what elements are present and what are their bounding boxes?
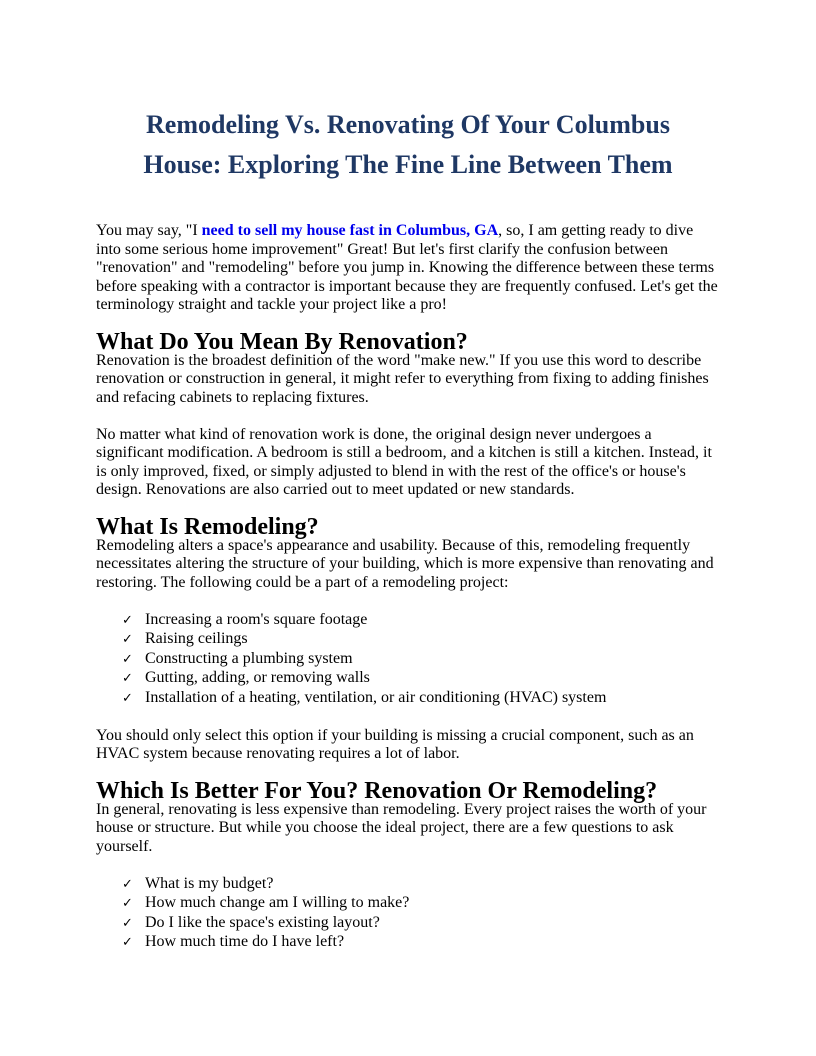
- remodeling-checklist: [96, 611, 720, 709]
- checkmark-icon: ✓: [122, 896, 133, 911]
- checkmark-icon: ✓: [122, 671, 133, 686]
- section-comparison: [96, 778, 720, 953]
- intro-suffix: , so, I am getting ready to dive into some serious home improvement" Great! But let's first clarify the confusion between "renovation" and "remodeling" before you jump in. Knowing the difference between these terms before speaking with a contractor is important because they are frequently confused. Let's get the terminology straight and tackle your project like a pro!: [96, 222, 718, 313]
- checkmark-icon: ✓: [122, 632, 133, 647]
- list-item: [122, 611, 720, 631]
- page-title: [96, 105, 720, 185]
- page-title-line-2: House: Exploring The Fine Line Between Them: [143, 150, 673, 179]
- remodeling-paragraph-2: You should only select this option if your building is missing a crucial component, such as an HVAC system because renovating requires a lot of labor.: [96, 726, 694, 762]
- list-item-text: Do I like the space's existing layout?: [145, 913, 380, 931]
- section-renovation: [96, 329, 720, 500]
- list-item-text: Constructing a plumbing system: [145, 649, 353, 667]
- list-item: [122, 933, 720, 953]
- checkmark-icon: ✓: [122, 690, 133, 706]
- intro-paragraph: [96, 222, 720, 315]
- list-item: [122, 914, 720, 934]
- list-item-text: How much change am I willing to make?: [145, 894, 410, 911]
- list-item: [122, 669, 720, 689]
- remodeling-paragraph-1: Remodeling alters a space's appearance and usability. Because of this, remodeling frequently necessitates altering the structure of your building, which is more expensive than renovating and restoring. The following could be a part of a remodeling project:: [96, 536, 714, 591]
- sell-house-fast-link[interactable]: need to sell my house fast in Columbus, GA: [201, 222, 499, 239]
- list-item-text: What is my budget?: [145, 874, 274, 892]
- page-title-line-1: Remodeling Vs. Renovating Of Your Columbus: [146, 110, 670, 139]
- checkmark-icon: ✓: [122, 935, 133, 950]
- list-item-text: Raising ceilings: [145, 630, 248, 647]
- list-item: [122, 875, 720, 895]
- list-item: [122, 650, 720, 670]
- comparison-heading: Which Is Better For You? Renovation Or Remodeling?: [96, 778, 658, 804]
- renovation-paragraph-1: Renovation is the broadest definition of the word "make new." If you use this word to describe renovation or construction in general, it might refer to everything from fixing to adding finishes and refacing cabinets to replacing fixtures.: [96, 351, 709, 406]
- list-item-text: How much time do I have left?: [145, 933, 345, 950]
- list-item-text: Gutting, adding, or removing walls: [145, 669, 370, 686]
- list-item: [122, 894, 720, 914]
- comparison-checklist: [96, 875, 720, 953]
- list-item: [122, 630, 720, 650]
- list-item-text: Installation of a heating, ventilation, or air conditioning (HVAC) system: [145, 688, 607, 706]
- checkmark-icon: ✓: [122, 612, 133, 628]
- comparison-paragraph-1: In general, renovating is less expensive than remodeling. Every project raises the worth of your house or structure. But while you choose the ideal project, there are a few questions to ask yourself.: [96, 800, 707, 855]
- checkmark-icon: ✓: [122, 915, 133, 931]
- renovation-heading: What Do You Mean By Renovation?: [96, 329, 468, 355]
- list-item: [122, 689, 720, 709]
- checkmark-icon: ✓: [122, 876, 133, 892]
- remodeling-heading: What Is Remodeling?: [96, 514, 319, 540]
- list-item-text: Increasing a room's square footage: [145, 610, 368, 628]
- section-remodeling: [96, 514, 720, 764]
- renovation-paragraph-2: No matter what kind of renovation work is done, the original design never undergoes a significant modification. A bedroom is still a bedroom, and a kitchen is still a kitchen. Instead, it is only improved, fixed, or simply adjusted to blend in with the rest of the office's or house's design. Renovations are also carried out to meet updated or new standards.: [96, 425, 712, 498]
- intro-prefix: You may say, "I: [96, 222, 202, 239]
- checkmark-icon: ✓: [122, 651, 133, 667]
